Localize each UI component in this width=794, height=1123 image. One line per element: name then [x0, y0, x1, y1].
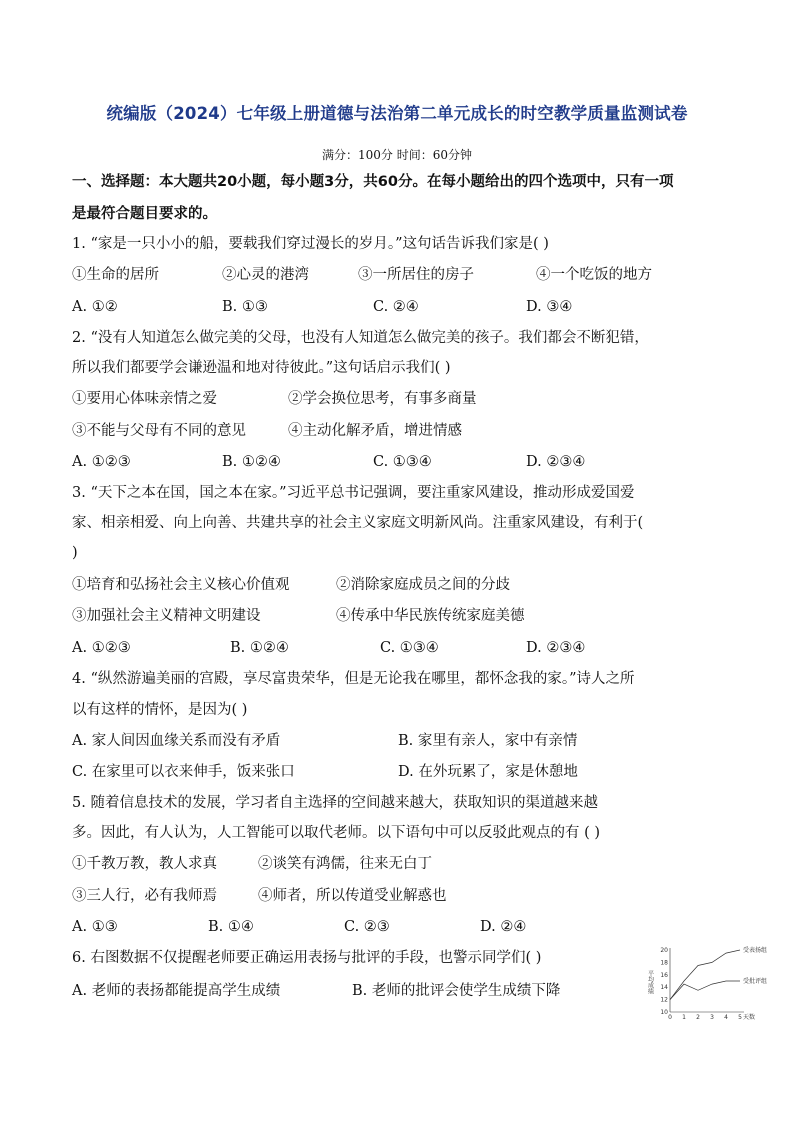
q5-item-4: ④师者，所以传道受业解惑也	[258, 888, 447, 904]
series-line-2	[670, 981, 740, 1000]
y-tick-label: 16	[660, 971, 668, 979]
question-3-text-3: )	[72, 545, 78, 561]
score-line-chart	[648, 944, 778, 1026]
q2-item-1: ①要用心体味亲情之爱	[72, 391, 217, 407]
x-tick-label: 0	[668, 1014, 672, 1021]
question-4-text-1: 4. “纵然游遍美丽的宫殿，享尽富贵荣华，但是无论我在哪里，都怀念我的家。”诗人之所	[72, 671, 635, 687]
q3-item-4: ④传承中华民族传统家庭美德	[336, 608, 525, 624]
series-label-1: 受表扬组	[743, 947, 768, 954]
q3-item-2: ②消除家庭成员之间的分歧	[336, 577, 510, 593]
x-tick-label: 1	[682, 1014, 686, 1021]
exam-meta: 满分：100分 时间：60分钟	[322, 148, 472, 162]
q2-option-c: C. ①③④	[373, 454, 432, 470]
y-tick-label: 20	[660, 947, 668, 954]
x-tick-label: 5	[738, 1014, 742, 1021]
x-tick-label: 3	[710, 1014, 714, 1021]
page-title: 统编版（2024）七年级上册道德与法治第二单元成长的时空教学质量监测试卷	[106, 104, 688, 123]
q5-item-1: ①千教万教，教人求真	[72, 856, 217, 872]
question-4-text-2: 以有这样的情怀，是因为( )	[72, 702, 248, 718]
question-3-text-2: 家、相亲相爱、向上向善、共建共享的社会主义家庭文明新风尚。注重家风建设，有利于(	[72, 515, 644, 531]
y-tick-label: 12	[660, 996, 668, 1004]
series-line-1	[670, 950, 740, 1000]
question-5-text-2: 多。因此，有人认为，人工智能可以取代老师。以下语句中可以反驳此观点的有 ( )	[72, 825, 601, 841]
question-5-text-1: 5. 随着信息技术的发展，学习者自主选择的空间越来越大，获取知识的渠道越来越	[72, 795, 598, 811]
q2-option-a: A. ①②③	[72, 454, 131, 470]
q1-option-b: B. ①③	[222, 299, 268, 315]
q1-option-c: C. ②④	[373, 299, 419, 315]
q4-option-d: D. 在外玩累了，家是休憩地	[398, 764, 578, 780]
q1-option-a: A. ①②	[72, 299, 118, 315]
q1-option-d: D. ③④	[526, 299, 573, 315]
y-tick-label: 18	[660, 959, 668, 967]
q2-item-2: ②学会换位思考，有事多商量	[288, 391, 477, 407]
q5-option-d: D. ②④	[480, 919, 527, 935]
q2-option-d: D. ②③④	[526, 454, 586, 470]
question-2-text-2: 所以我们都要学会谦逊温和地对待彼此。”这句话启示我们( )	[72, 360, 451, 376]
x-tick-label: 4	[724, 1014, 728, 1021]
question-3-text-1: 3. “天下之本在国，国之本在家。”习近平总书记强调，要注重家风建设，推动形成爱国爱	[72, 485, 635, 501]
section-header-line2: 是最符合题目要求的。	[72, 206, 217, 222]
question-2-text-1: 2. “没有人知道怎么做完美的父母，也没有人知道怎么做完美的孩子。我们都会不断犯错，	[72, 330, 649, 346]
y-tick-label: 14	[660, 984, 668, 992]
section-header-line1: 一、选择题：本大题共20小题，每小题3分，共60分。在每小题给出的四个选项中，只有一项	[72, 174, 674, 190]
y-tick-label: 10	[660, 1009, 668, 1016]
x-axis-label: 天数	[743, 1014, 756, 1021]
q5-item-3: ③三人行，必有我师焉	[72, 888, 217, 904]
q5-option-c: C. ②③	[344, 919, 390, 935]
q2-option-b: B. ①②④	[222, 454, 281, 470]
q4-option-c: C. 在家里可以衣来伸手，饭来张口	[72, 764, 295, 780]
q1-item-1: ①生命的居所	[72, 267, 159, 283]
q1-item-3: ③一所居住的房子	[358, 267, 474, 283]
question-6-text: 6. 右图数据不仅提醒老师要正确运用表扬与批评的手段，也警示同学们( )	[72, 950, 542, 966]
q3-option-b: B. ①②④	[230, 640, 289, 656]
series-label-2: 受批评组	[743, 978, 768, 985]
q5-option-b: B. ①④	[208, 919, 254, 935]
x-tick-label: 2	[696, 1014, 700, 1021]
q1-item-4: ④一个吃饭的地方	[536, 267, 652, 283]
q2-item-3: ③不能与父母有不同的意见	[72, 423, 246, 439]
q3-item-1: ①培育和弘扬社会主义核心价值观	[72, 577, 290, 593]
q3-option-c: C. ①③④	[380, 640, 439, 656]
q3-option-d: D. ②③④	[526, 640, 586, 656]
y-axis-label: 平均成绩	[646, 970, 654, 994]
q1-item-2: ②心灵的港湾	[222, 267, 309, 283]
q5-option-a: A. ①③	[72, 919, 118, 935]
q2-item-4: ④主动化解矛盾，增进情感	[288, 423, 462, 439]
q5-item-2: ②谈笑有鸿儒，往来无白丁	[258, 856, 432, 872]
q3-option-a: A. ①②③	[72, 640, 131, 656]
q4-option-a: A. 家人间因血缘关系而没有矛盾	[72, 733, 281, 749]
question-1-text: 1. “家是一只小小的船，要载我们穿过漫长的岁月。”这句话告诉我们家是( )	[72, 236, 549, 252]
q6-option-a: A. 老师的表扬都能提高学生成绩	[72, 983, 281, 999]
q4-option-b: B. 家里有亲人，家中有亲情	[398, 733, 578, 749]
q6-option-b: B. 老师的批评会使学生成绩下降	[352, 983, 561, 999]
q3-item-3: ③加强社会主义精神文明建设	[72, 608, 261, 624]
